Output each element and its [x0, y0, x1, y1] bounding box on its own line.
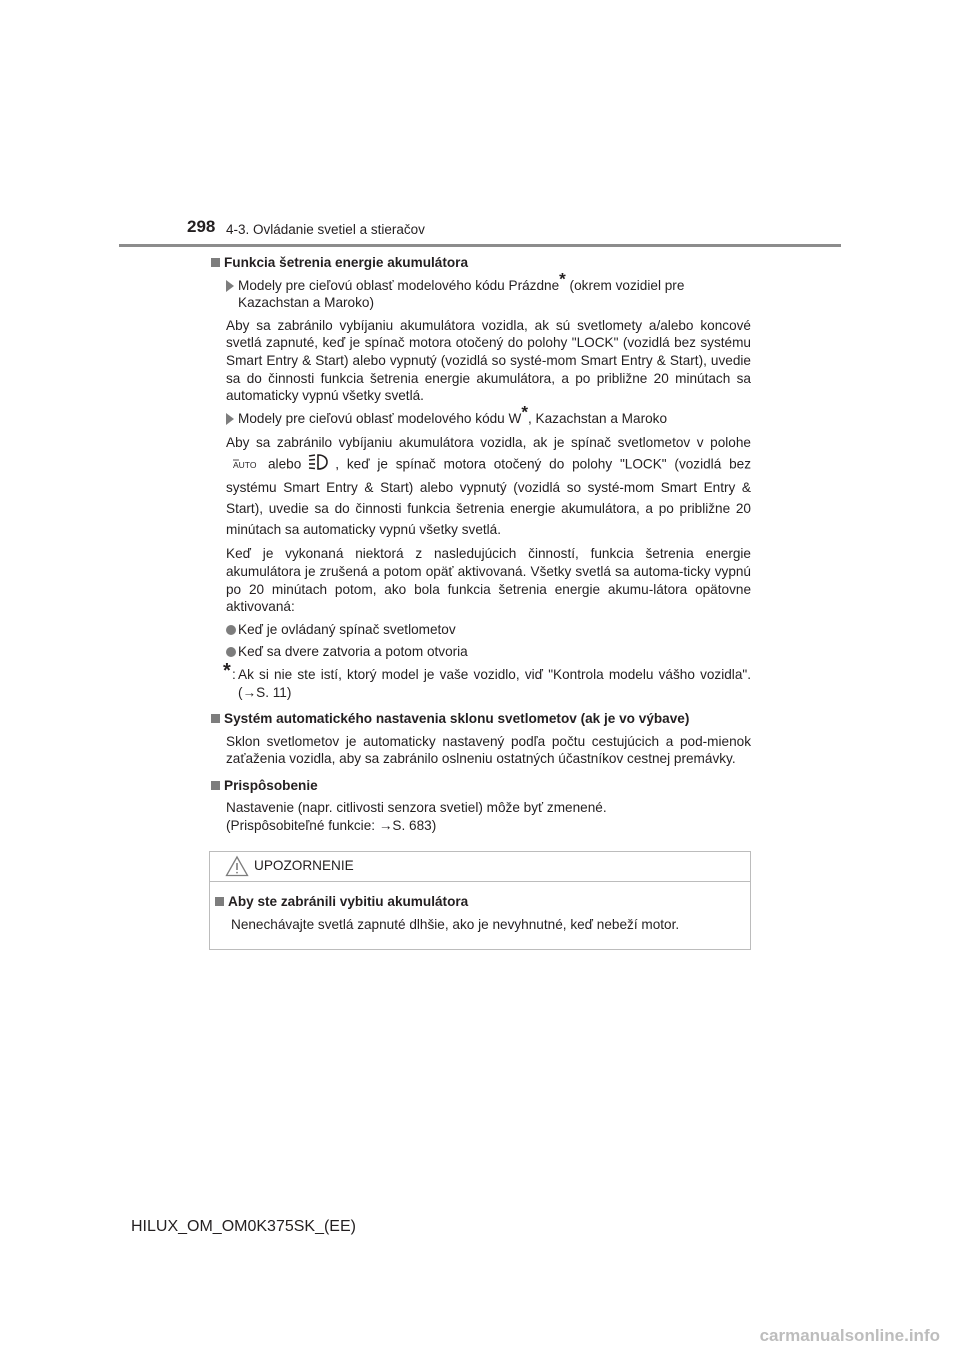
auto-light-icon: [232, 455, 262, 476]
warning-body: [210, 893, 750, 934]
heading-battery-saver: Funkcia šetrenia energie akumulátora: [209, 254, 751, 272]
heading-leveling: Systém automatického nastavenia sklonu svetlometov (ak je vo výbave): [209, 710, 751, 728]
asterisk-mark: *: [521, 402, 528, 422]
list-item: Keď je ovládaný spínač svetlometov: [209, 621, 751, 639]
round-bullet-icon: [226, 647, 236, 657]
warning-triangle-icon: [225, 855, 249, 882]
customization-line-2: (Prispôsobiteľné funkcie: →S. 683): [226, 818, 437, 834]
customization-line-1: Nastavenie (napr. citlivosti senzora svetiel) môže byť zmenené.: [226, 800, 607, 816]
round-bullet-icon: [226, 625, 236, 635]
asterisk-mark: *: [559, 269, 566, 289]
document-code: HILUX_OM_OM0K375SK_(EE): [131, 1218, 356, 1235]
warning-heading: Aby ste zabránili vybitiu akumulátora: [213, 893, 750, 911]
main-content: [209, 254, 751, 835]
warning-text: Nenechávajte svetlá zapnuté dlhšie, ako je nevyhnutné, keď nebeží motor.: [231, 917, 680, 932]
asterisk-mark: *: [223, 659, 231, 682]
paragraph-battery-saver-3: Keď je vykonaná niektorá z nasledujúcich činností, funkcia šetrenia energie akumulátora je zrušená a potom opäť aktivovaná. Všetky svetlá sa automa-ticky vypnú po 20 minútach potom, ako bola funkcia šetrenia energie akumu-látora opätovne aktivovaná:: [226, 546, 751, 615]
triangle-bullet-icon: [226, 280, 234, 292]
section-title: 4-3. Ovládanie svetiel a stieračov: [226, 222, 425, 237]
page-number: 298: [187, 217, 216, 236]
warning-title: UPOZORNENIE: [254, 858, 354, 873]
header-rule: [119, 244, 841, 247]
footnote: * : Ak si nie ste istí, ktorý model je vaše vozidlo, viď "Kontrola modelu vášho vozidla". (→S. 11): [223, 659, 751, 700]
headlight-icon: [307, 453, 329, 477]
subheading-model-w: Modely pre cieľovú oblasť modelového kódu W*, Kazachstan a Maroko: [209, 410, 751, 428]
subheading-model-blank: Modely pre cieľovú oblasť modelového kódu Prázdne* (okrem vozidiel pre Kazachstan a Maroko): [209, 277, 751, 312]
heading-customization: Prispôsobenie: [209, 777, 751, 795]
svg-text:AUTO: AUTO: [233, 459, 257, 470]
warning-box: [209, 851, 751, 950]
list-item: Keď sa dvere zatvoria a potom otvoria: [209, 643, 751, 661]
watermark: carmanualsonline.info: [759, 1326, 940, 1345]
paragraph-leveling: Sklon svetlometov je automaticky nastavený podľa počtu cestujúcich a pod-mienok zaťaženia vozidla, aby sa zabránilo oslneniu ostatných účastníkov cestnej premávky.: [226, 733, 751, 767]
paragraph-battery-saver-1: Aby sa zabránilo vybíjaniu akumulátora vozidla, ak sú svetlomety a/alebo koncové svetlá zapnuté, keď je spínač motora otočený do polohy "LOCK" (vozidlá bez systému Smart Entry & Start) alebo vypnutý (vozidlá so systé-mom Smart Entry & Start), uvedie sa do činnosti funkcia šetrenia energie akumulátora, a po približne 20 minútach sa automaticky vypnú všetky svetlá.: [226, 317, 751, 404]
triangle-bullet-icon: [226, 413, 234, 425]
warning-header: [210, 852, 750, 882]
paragraph-battery-saver-2: Aby sa zabránilo vybíjaniu akumulátora vozidla, ak je spínač svetlometov v polohe AUTO alebo , keď je spínač motora otočený do polohy "LOCK" (vozidlá bez systému Smart Entry & Start) alebo vypnutý (vozidlá so systé-mom Smart Entry & Start), uvedie sa do činnosti funkcia šetrenia energie akumulátora, a po približne 20 minútach sa automaticky vypnú všetky svetlá.: [226, 435, 751, 538]
